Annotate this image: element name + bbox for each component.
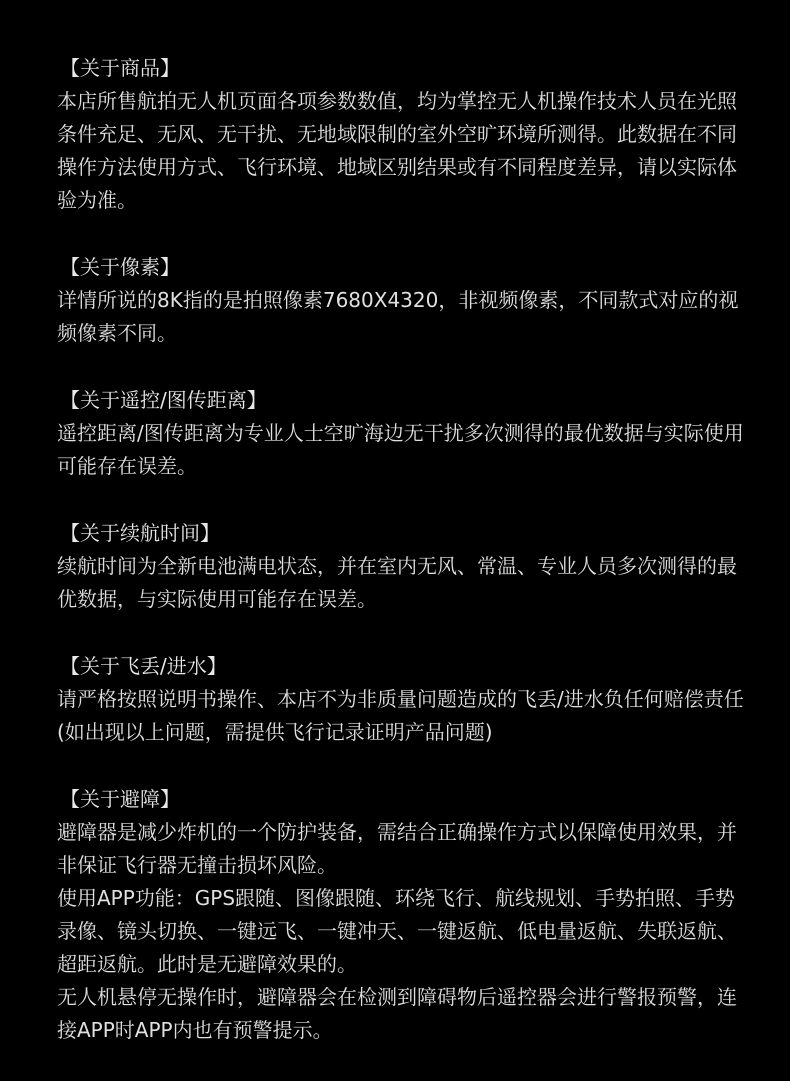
section-paragraph: 请严格按照说明书操作、本店不为非质量问题造成的飞丢/进水负任何赔偿责任(如出现以上问题，需提供飞行记录证明产品问题) [57,687,744,744]
section-paragraph: 遥控距离/图传距离为专业人士空旷海边无干扰多次测得的最优数据与实际使用可能存在误差。 [57,421,744,478]
section-heading: 【关于商品】 [60,56,180,80]
section-flight-time [57,517,747,616]
section-paragraph: 避障器是减少炸机的一个防护装备，需结合正确操作方式以保障使用效果，并非保证飞行器无撞击损坏风险。 [57,820,737,877]
section-heading: 【关于续航时间】 [60,521,220,545]
section-obstacle-avoidance [57,783,747,1047]
section-paragraph: 续航时间为全新电池满电状态，并在室内无风、常温、专业人员多次测得的最优数据，与实际使用可能存在误差。 [57,554,737,611]
section-heading: 【关于像素】 [60,255,180,279]
section-heading: 【关于飞丢/进水】 [60,654,227,678]
section-loss-water [57,650,747,749]
notice-content [57,52,747,1081]
section-paragraph: 使用APP功能：GPS跟随、图像跟随、环绕飞行、航线规划、手势拍照、手势录像、镜头切换、一键远飞、一键冲天、一键返航、低电量返航、失联返航、超距返航。此时是无避障效果的。 [57,886,737,976]
section-remote-distance [57,384,747,483]
section-heading: 【关于遥控/图传距离】 [60,388,267,412]
section-paragraph: 本店所售航拍无人机页面各项参数数值，均为掌控无人机操作技术人员在光照条件充足、无风、无干扰、无地域限制的室外空旷环境所测得。此数据在不同操作方法使用方式、飞行环境、地域区别结果或有不同程度差异，请以实际体验为准。 [57,89,737,212]
section-paragraph: 详情所说的8K指的是拍照像素7680X4320，非视频像素，不同款式对应的视频像素不同。 [57,288,739,345]
section-heading: 【关于避障】 [60,787,180,811]
section-product [57,52,747,217]
section-pixels [57,251,747,350]
section-paragraph: 无人机悬停无操作时，避障器会在检测到障碍物后遥控器会进行警报预警，连接APP时APP内也有预警提示。 [57,985,737,1042]
